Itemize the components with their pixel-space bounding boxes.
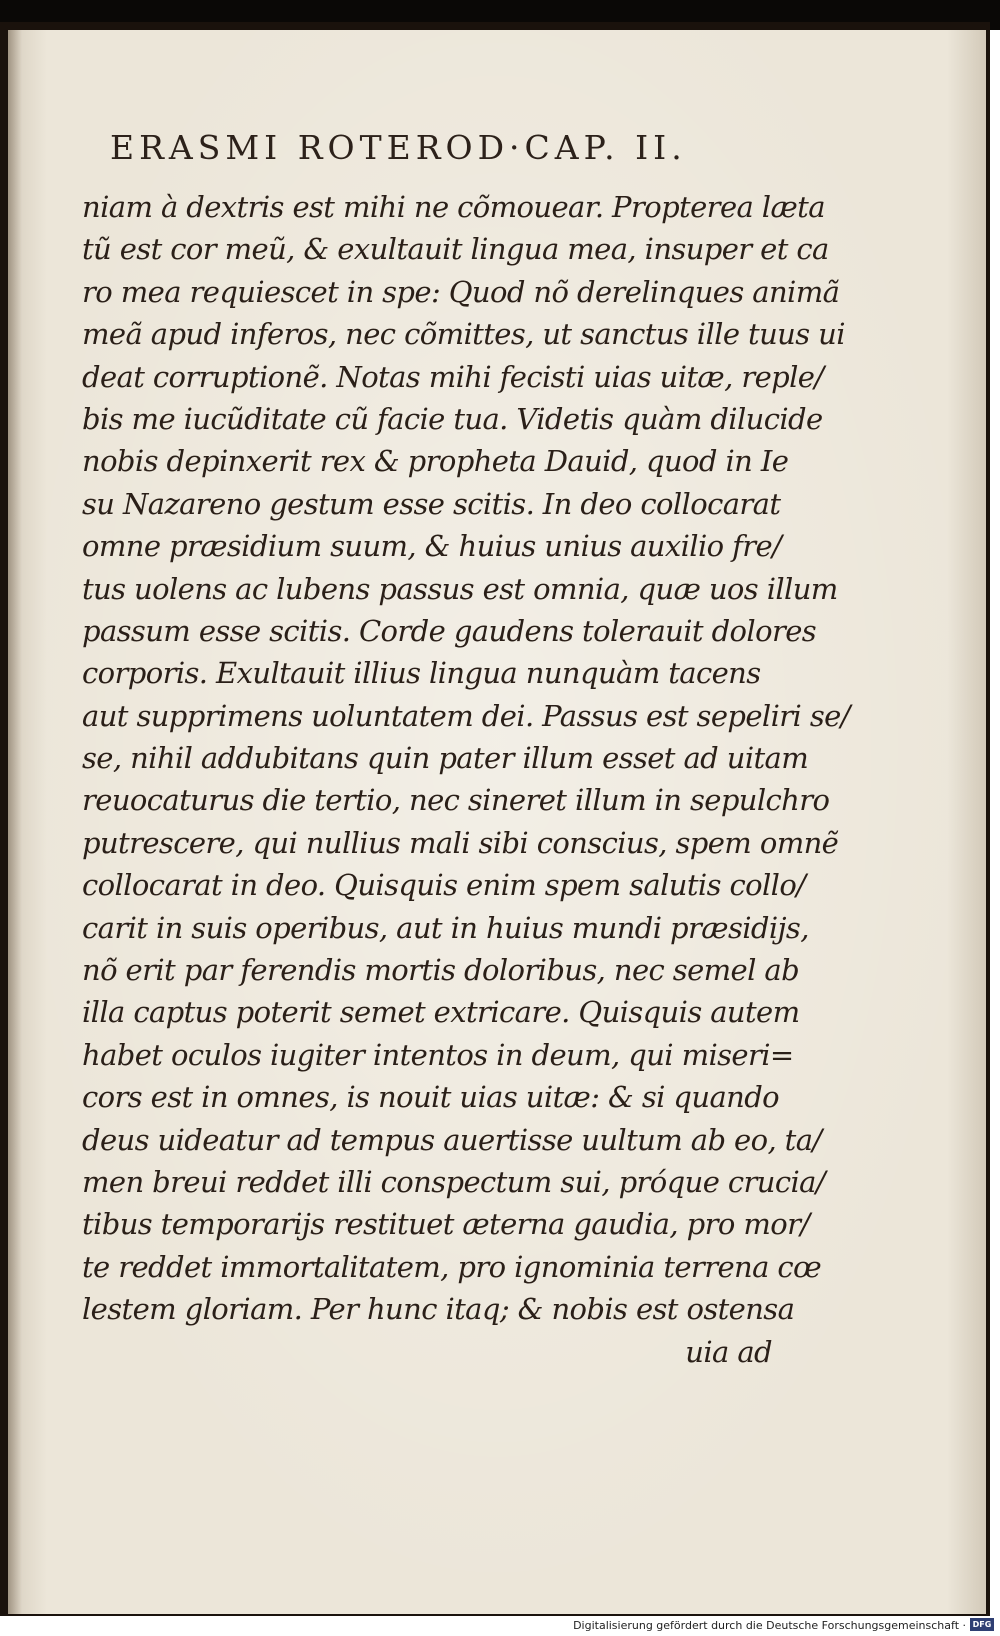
text-line: meã apud inferos, nec cõmittes, ut sanctus ille tuus ui — [82, 317, 845, 352]
text-line: cors est in omnes, is nouit uias uitæ: & si quando — [82, 1080, 780, 1115]
text-line: te reddet immortalitatem, pro ignominia terrena cœ — [82, 1249, 822, 1284]
running-head: ERASMI ROTEROD·CAP. II. — [110, 128, 687, 167]
text-line: deat corruptionẽ. Notas mihi fecisti uias uitæ, reple/ — [82, 359, 824, 394]
text-line: habet oculos iugiter intentos in deum, qui miseri= — [82, 1037, 794, 1072]
digitization-credit: Digitalisierung gefördert durch die Deutsche Forschungsgemeinschaft · — [573, 1619, 966, 1632]
text-line: deus uideatur ad tempus auertisse uultum ab eo, ta/ — [82, 1122, 822, 1157]
text-line: omne præsidium suum, & huius unius auxilio fre/ — [82, 529, 782, 564]
dfg-logo-icon: DFG — [970, 1618, 994, 1631]
catchword: uia ad — [685, 1334, 772, 1369]
text-line: passum esse scitis. Corde gaudens tolerauit dolores — [82, 613, 817, 648]
text-line: niam à dextris est mihi ne cõmouear. Propterea læta — [82, 190, 825, 224]
text-line: ro mea requiescet in spe: Quod nõ derelinques animã — [82, 274, 840, 309]
text-line: collocarat in deo. Quisquis enim spem salutis collo/ — [82, 868, 806, 903]
text-line: se, nihil addubitans quin pater illum esset ad uitam — [82, 741, 809, 776]
text-line: tus uolens ac lubens passus est omnia, quæ uos illum — [82, 571, 838, 606]
text-line: reuocaturus die tertio, nec sineret illum in sepulchro — [82, 783, 830, 818]
body-text — [82, 186, 850, 1373]
text-line: tibus temporarijs restituet æterna gaudia, pro mor/ — [82, 1207, 810, 1242]
text-line: putrescere, qui nullius mali sibi conscius, spem omnẽ — [82, 825, 839, 860]
text-line: illa captus poterit semet extricare. Quisquis autem — [82, 995, 800, 1030]
text-line: tũ est cor meũ, & exultauit lingua mea, insuper et ca — [82, 232, 829, 267]
text-line: corporis. Exultauit illius lingua nunquàm tacens — [82, 656, 761, 691]
text-line: carit in suis operibus, aut in huius mundi præsidijs, — [82, 910, 809, 945]
gutter-shadow — [8, 30, 22, 1614]
text-line: aut supprimens uoluntatem dei. Passus est sepeliri se/ — [82, 698, 850, 733]
text-line: nõ erit par ferendis mortis doloribus, nec semel ab — [82, 953, 800, 988]
text-line: nobis depinxerit rex & propheta Dauid, quod in Ie — [82, 444, 789, 479]
text-line: su Nazareno gestum esse scitis. In deo collocarat — [82, 486, 781, 521]
text-line: bis me iucũditate cũ facie tua. Videtis quàm dilucide — [82, 401, 823, 436]
text-line: men breui reddet illi conspectum sui, próque crucia/ — [82, 1164, 826, 1199]
text-line: lestem gloriam. Per hunc itaq; & nobis est ostensa — [82, 1292, 795, 1327]
